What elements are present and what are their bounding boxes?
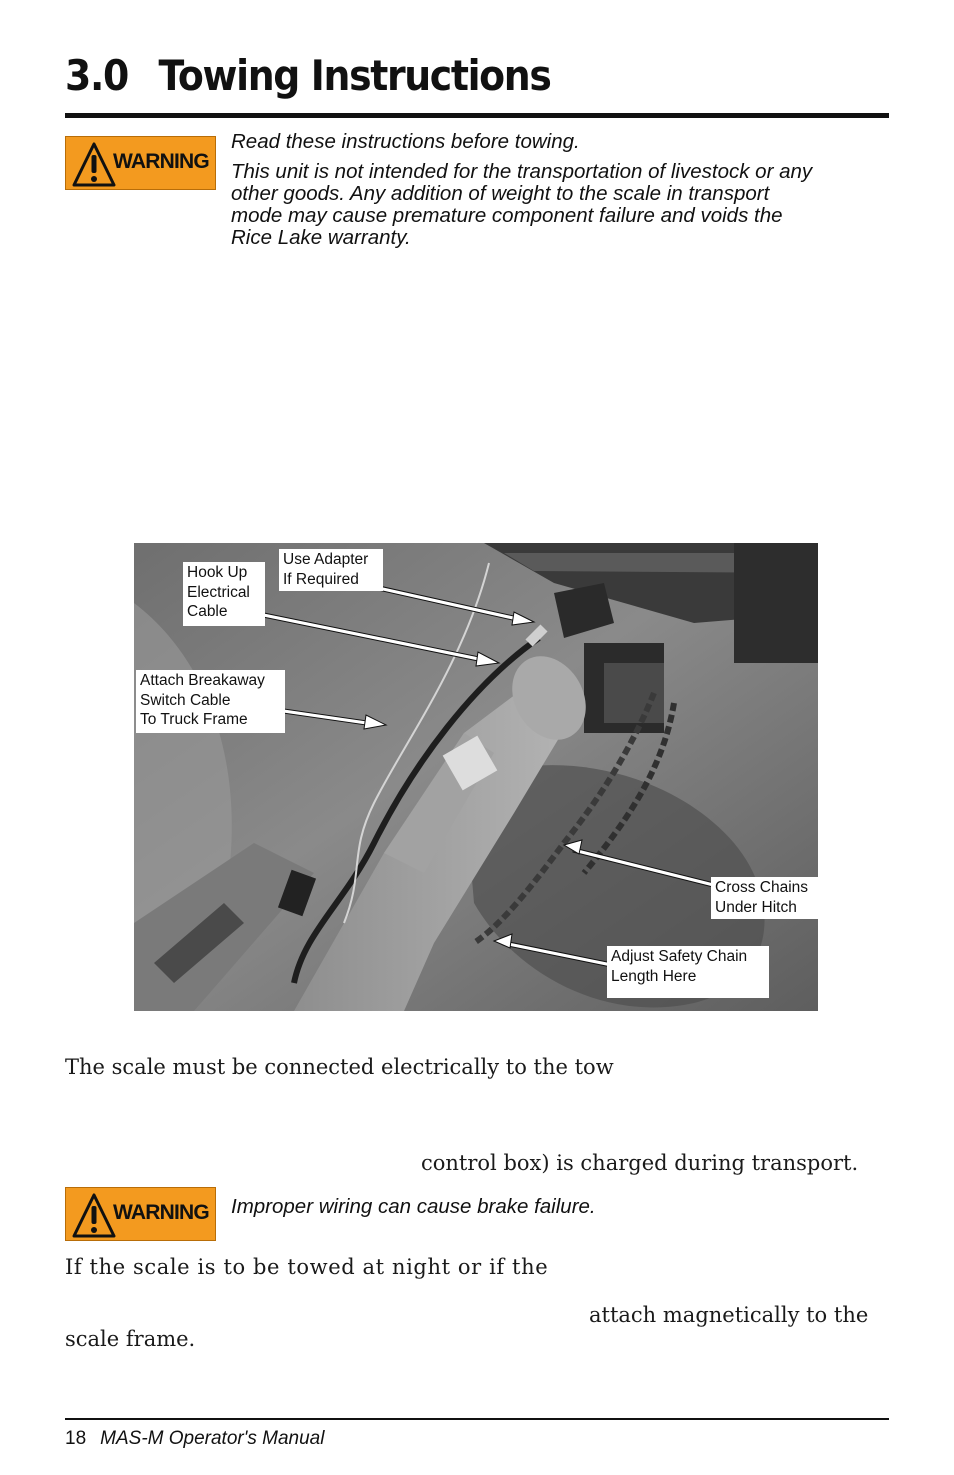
warning-line: This unit is not intended for the transportation of livestock or any: [231, 160, 813, 183]
callout-hookup-electrical: Hook Up Electrical Cable: [183, 562, 265, 626]
body-paragraph-line: If the scale is to be towed at night or if the: [65, 1255, 549, 1279]
footer: [65, 1428, 324, 1450]
warning-badge: [65, 1187, 216, 1241]
callout-use-adapter: Use Adapter If Required: [279, 549, 383, 591]
title-rule: [65, 113, 889, 118]
warning-line: Read these instructions before towing.: [231, 130, 580, 153]
body-paragraph-line: control box) is charged during transport.: [421, 1151, 859, 1175]
exclamation-triangle-icon: [72, 141, 116, 187]
warning-message: [231, 131, 891, 249]
callout-adjust-safety-chain: Adjust Safety Chain Length Here: [607, 946, 769, 998]
callout-cross-chains: Cross Chains Under Hitch: [711, 877, 818, 919]
warning-badge-label: WARNING: [113, 150, 209, 173]
warning-line: mode may cause premature component failure and voids the: [231, 204, 783, 227]
warning-message: Improper wiring can cause brake failure.: [231, 1195, 596, 1218]
towing-hitch-photo: [134, 543, 818, 1011]
warning-badge-label: WARNING: [113, 1201, 209, 1224]
manual-title: MAS-M Operator's Manual: [100, 1428, 325, 1449]
section-title-text: Towing Instructions: [158, 51, 551, 100]
warning-line: other goods. Any addition of weight to the scale in transport: [231, 182, 770, 205]
section-title: [65, 48, 551, 104]
body-paragraph-line: The scale must be connected electrically to the tow: [65, 1055, 614, 1079]
callout-attach-breakaway: Attach Breakaway Switch Cable To Truck Frame: [136, 670, 285, 733]
exclamation-triangle-icon: [72, 1192, 116, 1238]
page-number: 18: [65, 1428, 87, 1449]
body-paragraph-line: attach magnetically to the: [589, 1303, 869, 1327]
section-number: 3.0: [65, 51, 128, 100]
warning-line: Rice Lake warranty.: [231, 226, 411, 249]
warning-badge: [65, 136, 216, 190]
body-paragraph-line: scale frame.: [65, 1327, 196, 1351]
footer-rule: [65, 1418, 889, 1420]
